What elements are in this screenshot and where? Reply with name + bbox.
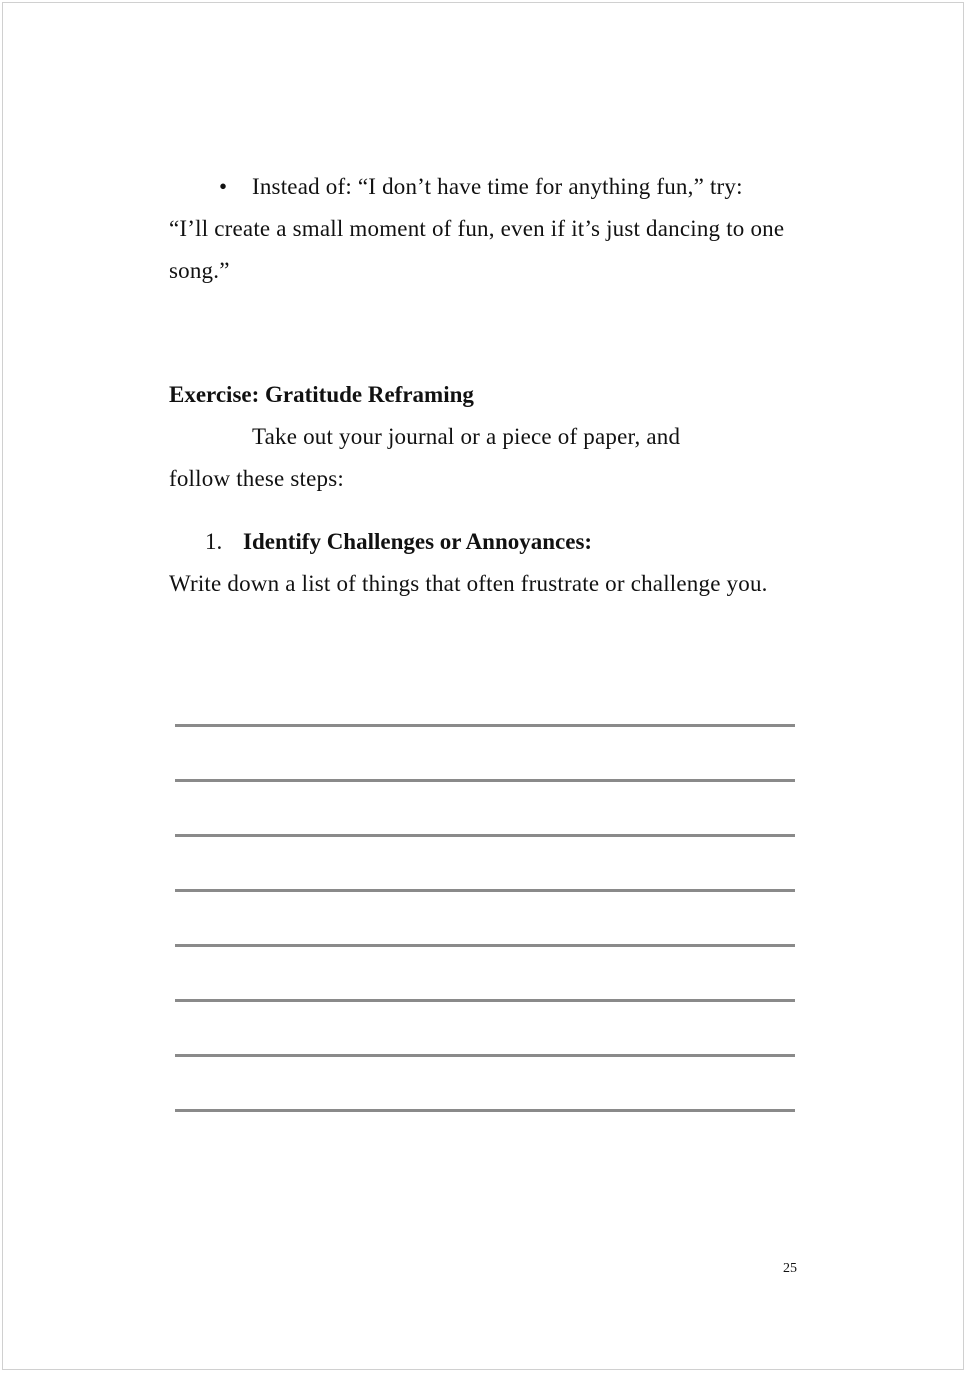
exercise-intro-line2: follow these steps: [169, 466, 344, 491]
writing-line [175, 944, 795, 947]
page-number: 25 [783, 1261, 797, 1276]
step-number: 1. [205, 529, 223, 554]
writing-line [175, 889, 795, 892]
writing-line [175, 779, 795, 782]
exercise-intro-line1: Take out your journal or a piece of paper, and [252, 424, 681, 449]
writing-line [175, 724, 795, 727]
step-body: Write down a list of things that often frustrate or challenge you. [169, 571, 768, 596]
writing-line [175, 1109, 795, 1112]
writing-line [175, 834, 795, 837]
writing-line [175, 999, 795, 1002]
exercise-heading: Exercise: Gratitude Reframing [169, 382, 474, 407]
writing-line [175, 1054, 795, 1057]
bullet-marker: • [219, 174, 228, 199]
bullet-text-line1: Instead of: “I don’t have time for anything fun,” try: [252, 174, 743, 199]
bullet-text-continuation: “I’ll create a small moment of fun, even if it’s just dancing to one song.” [169, 216, 785, 283]
step-title: Identify Challenges or Annoyances: [243, 529, 593, 554]
